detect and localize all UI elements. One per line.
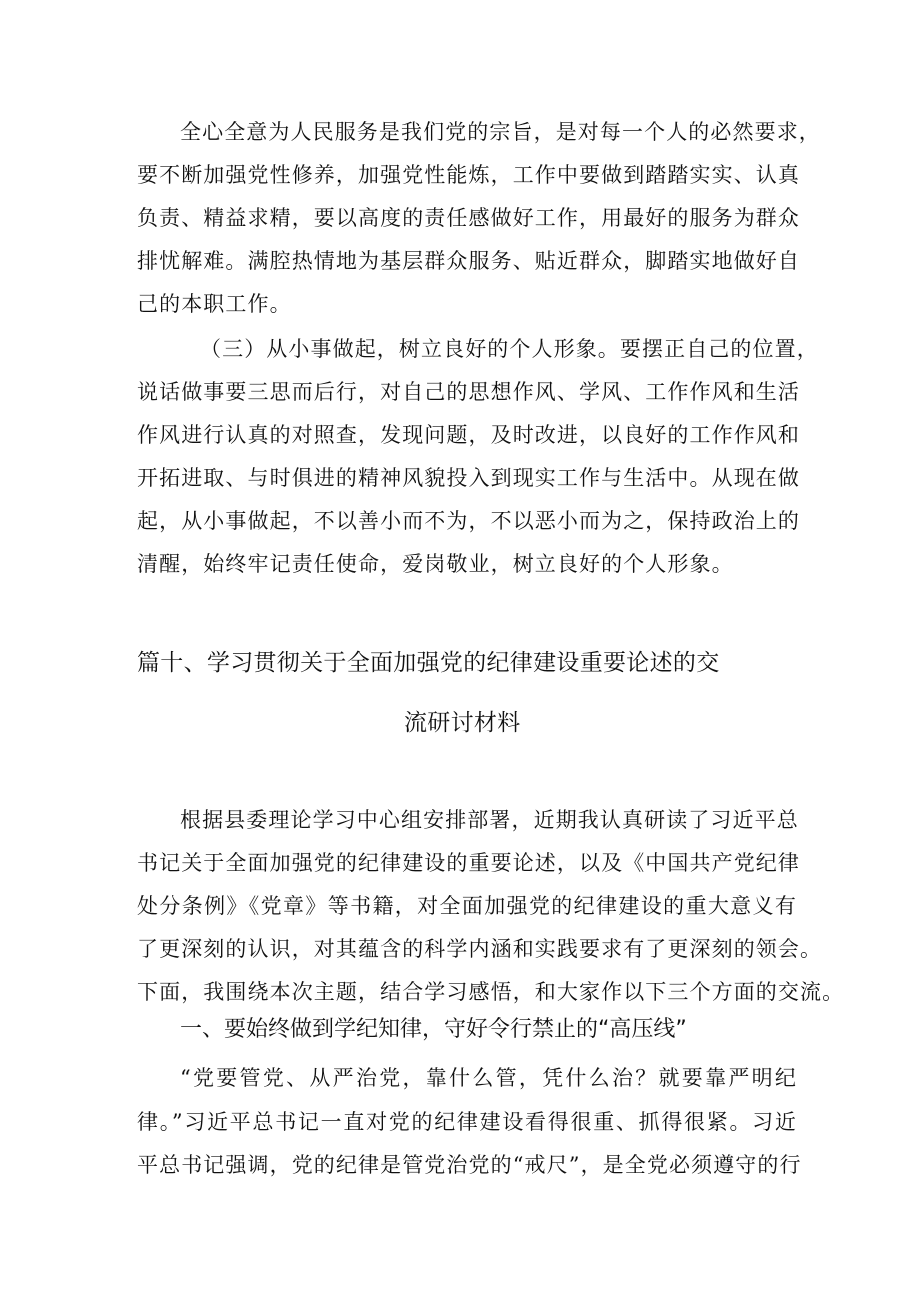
paragraph-line: 律。”习近平总书记一直对党的纪律建设看得很重、抓得很紧。习近 <box>137 1110 797 1134</box>
paragraph-line: 清醒，始终牢记责任使命，爱岗敬业，树立良好的个人形象。 <box>137 552 734 576</box>
paragraph-line: 平总书记强调，党的纪律是管党治党的“戒尺”，是全党必须遵守的行 <box>137 1153 802 1177</box>
article-title-line-1: 篇十、学习贯彻关于全面加强党的纪律建设重要论述的交 <box>137 650 720 676</box>
paragraph-line: 排忧解难。满腔热情地为基层群众服务、贴近群众，脚踏实地做好自 <box>137 249 800 273</box>
paragraph-line: 下面，我围绕本次主题，结合学习感悟，和大家作以下三个方面的交流。 <box>137 980 845 1004</box>
paragraph-line: 书记关于全面加强党的纪律建设的重要论述，以及《中国共产党纪律 <box>137 851 800 875</box>
article-title-line-2: 流研讨材料 <box>404 710 521 736</box>
paragraph-line: 处分条例》《党章》等书籍，对全面加强党的纪律建设的重大意义有 <box>137 894 797 918</box>
paragraph-line: “党要管党、从严治党，靠什么管，凭什么治？就要靠严明纪 <box>180 1066 797 1090</box>
paragraph-line: 说话做事要三思而后行，对自己的思想作风、学风、工作作风和生活 <box>137 380 800 404</box>
paragraph-line: 己的本职工作。 <box>137 292 292 316</box>
paragraph-line: 根据县委理论学习中心组安排部署，近期我认真研读了习近平总 <box>180 808 799 832</box>
paragraph-line: 要不断加强党性修养，加强党性能炼，工作中要做到踏踏实实、认真 <box>137 163 800 187</box>
paragraph-line: 了更深刻的认识，对其蕴含的科学内涵和实践要求有了更深刻的领会。 <box>137 937 823 961</box>
paragraph-line: 起，从小事做起，不以善小而不为，不以恶小而为之，保持政治上的 <box>137 509 800 533</box>
paragraph-line: 负责、精益求精，要以高度的责任感做好工作，用最好的服务为群众 <box>137 206 800 230</box>
paragraph-line: 全心全意为人民服务是我们党的宗旨，是对每一个人的必然要求， <box>180 120 821 144</box>
paragraph-line: （三）从小事做起，树立良好的个人形象。要摆正自己的位置， <box>200 337 819 361</box>
paragraph-line: 作风进行认真的对照查，发现问题，及时改进，以良好的工作作风和 <box>137 423 800 447</box>
section-heading: 一、要始终做到学纪知律，守好令行禁止的“高压线” <box>180 1017 687 1042</box>
paragraph-line: 开拓进取、与时俱进的精神风貌投入到现实工作与生活中。从现在做 <box>137 466 800 490</box>
